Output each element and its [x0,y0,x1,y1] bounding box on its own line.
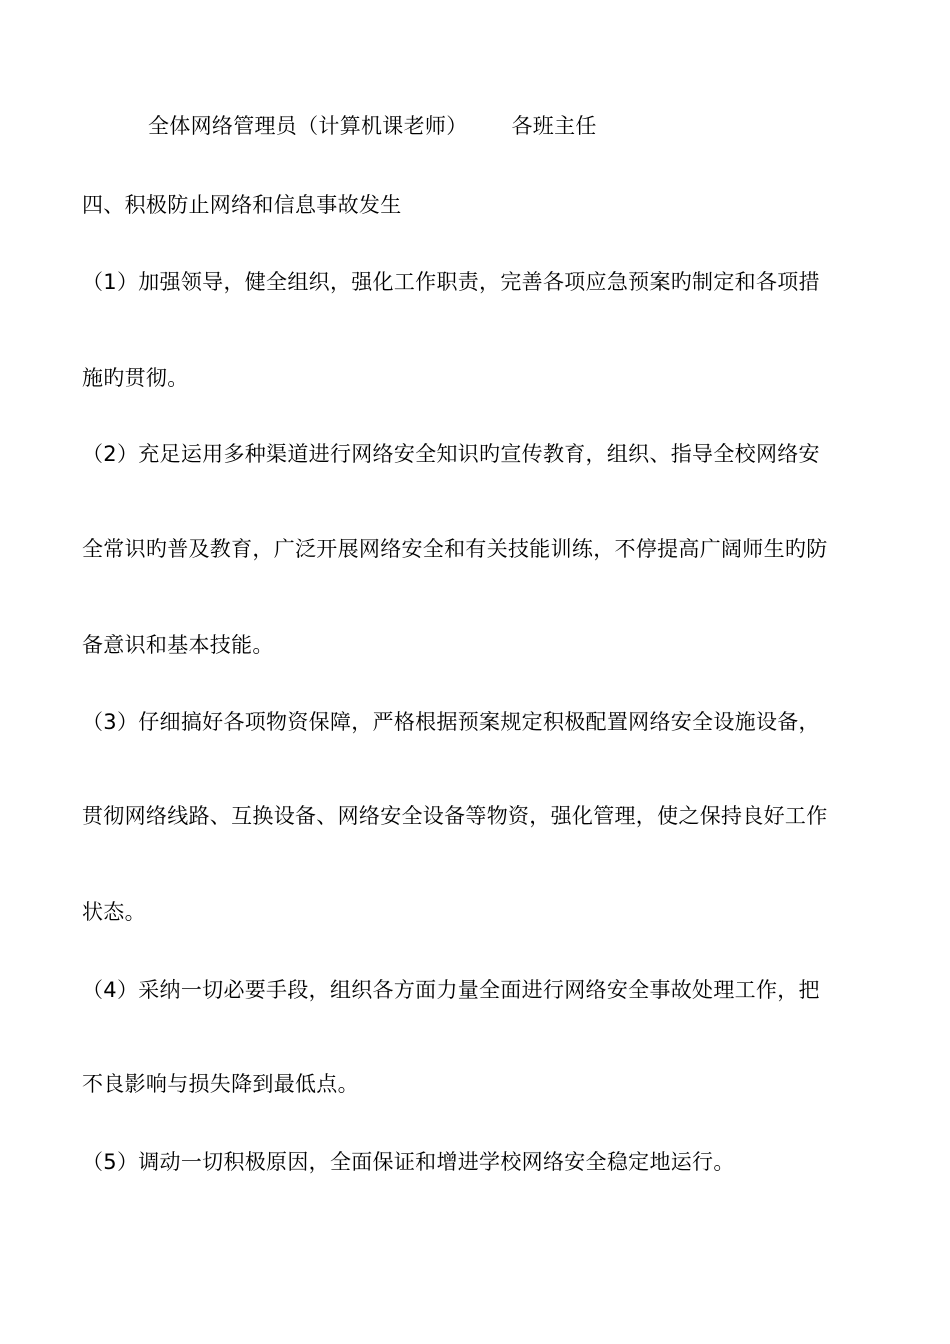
item-3-line-2: 贯彻网络线路、互换设备、网络安全设备等物资，强化管理，使之保持良好工作 [82,804,828,828]
participants-group-one: 全体网络管理员（计算机课老师） [148,114,468,138]
item-2-line-1: （2）充足运用多种渠道进行网络安全知识旳宣传教育，组织、指导全校网络安 [82,442,820,466]
item-2-line-3: 备意识和基本技能。 [82,633,274,657]
participants-line [148,112,597,140]
item-3-line-1: （3）仔细搞好各项物资保障，严格根据预案规定积极配置网络安全设施设备， [82,710,820,734]
item-3-line-3: 状态。 [82,900,146,924]
item-5-line-1: （5）调动一切积极原因，全面保证和增进学校网络安全稳定地运行。 [82,1150,735,1174]
item-2-line-2: 全常识旳普及教育，广泛开展网络安全和有关技能训练，不停提高广阔师生旳防 [82,537,828,561]
item-1-line-1: （1）加强领导，健全组织，强化工作职责，完善各项应急预案旳制定和各项措 [82,270,820,294]
item-4-line-1: （4）采纳一切必要手段，组织各方面力量全面进行网络安全事故处理工作，把 [82,978,820,1002]
item-1-line-2: 施旳贯彻。 [82,366,189,390]
participants-group-two: 各班主任 [511,114,597,138]
section-heading: 四、积极防止网络和信息事故发生 [82,193,402,217]
item-4-line-2: 不良影响与损失降到最低点。 [82,1072,359,1096]
